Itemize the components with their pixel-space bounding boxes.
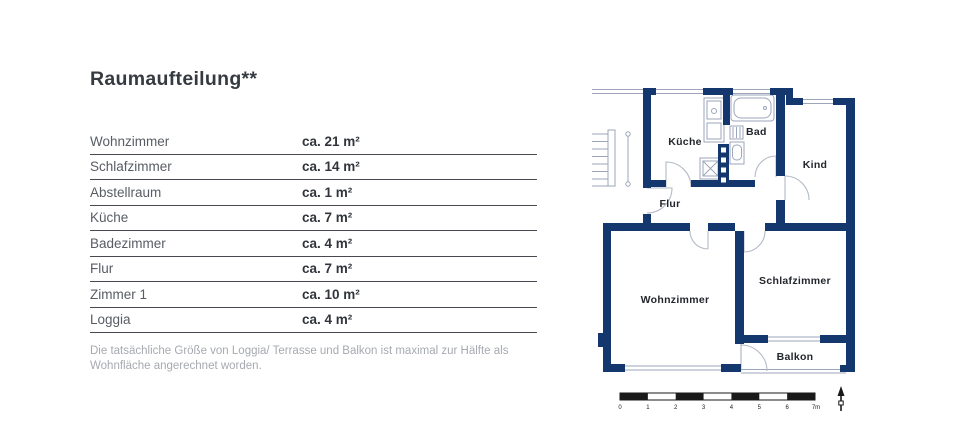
room-size: ca. 21 m² <box>302 133 360 149</box>
north-arrow-icon <box>838 386 845 411</box>
scale-tick: 4 <box>729 405 734 411</box>
room-size: ca. 14 m² <box>302 159 360 175</box>
staircase-icon <box>592 130 630 186</box>
room-label-schlafzimmer: Schlafzimmer <box>759 275 831 287</box>
door-swing-arcs <box>647 156 809 371</box>
room-name: Zimmer 1 <box>90 286 147 302</box>
room-label-kind: Kind <box>802 159 828 171</box>
washbasin-icon <box>730 142 744 164</box>
loggia-footnote: Die tatsächliche Größe von Loggia/ Terrasse und Balkon ist maximal zur Hälfte als Wohnfläche angerechnet worden. <box>90 345 509 372</box>
table-row <box>90 155 537 181</box>
room-label-wohnzimmer: Wohnzimmer <box>640 294 710 306</box>
table-row <box>90 180 537 206</box>
room-size: ca. 10 m² <box>302 286 360 302</box>
room-name: Loggia <box>90 312 131 328</box>
scale-bar <box>618 393 820 411</box>
table-row <box>90 257 537 283</box>
room-size-table <box>90 129 537 333</box>
table-row <box>90 206 537 232</box>
room-label-flur: Flur <box>659 198 681 210</box>
room-table-panel <box>90 66 537 374</box>
walls <box>598 88 855 372</box>
building-outline-lines <box>592 90 643 94</box>
scale-tick: 1 <box>646 405 650 411</box>
room-size: ca. 4 m² <box>302 235 353 251</box>
scale-tick: 0 <box>618 405 622 411</box>
room-label-balkon: Balkon <box>776 351 814 363</box>
kitchen-sink-unit-icon <box>704 98 724 142</box>
room-name: Badezimmer <box>90 235 166 251</box>
floor-plan <box>588 82 880 418</box>
room-size: ca. 1 m² <box>302 184 353 200</box>
room-size: ca. 4 m² <box>302 312 353 328</box>
room-label-bad: Bad <box>746 126 767 138</box>
room-name: Schlafzimmer <box>90 159 172 175</box>
floor-plan-svg <box>588 82 880 418</box>
room-name: Wohnzimmer <box>90 133 170 149</box>
scale-tick: 7m <box>811 405 821 411</box>
room-size: ca. 7 m² <box>302 210 353 226</box>
table-row <box>90 282 537 308</box>
room-name: Abstellraum <box>90 184 162 200</box>
scale-tick: 3 <box>701 405 706 411</box>
scale-tick: 6 <box>785 405 789 411</box>
stove-icon <box>700 158 721 179</box>
table-row <box>90 231 537 257</box>
table-row <box>90 129 537 155</box>
table-row <box>90 308 537 334</box>
toilet-icon <box>730 126 743 139</box>
room-name: Küche <box>90 210 129 226</box>
scale-tick: 2 <box>674 405 678 411</box>
scale-tick: 5 <box>757 405 761 411</box>
bathtub-icon <box>731 95 774 121</box>
page-title: Raumaufteilung** <box>90 68 258 90</box>
room-name: Flur <box>90 261 114 277</box>
room-size: ca. 7 m² <box>302 261 353 277</box>
room-label-kueche: Küche <box>668 136 702 148</box>
